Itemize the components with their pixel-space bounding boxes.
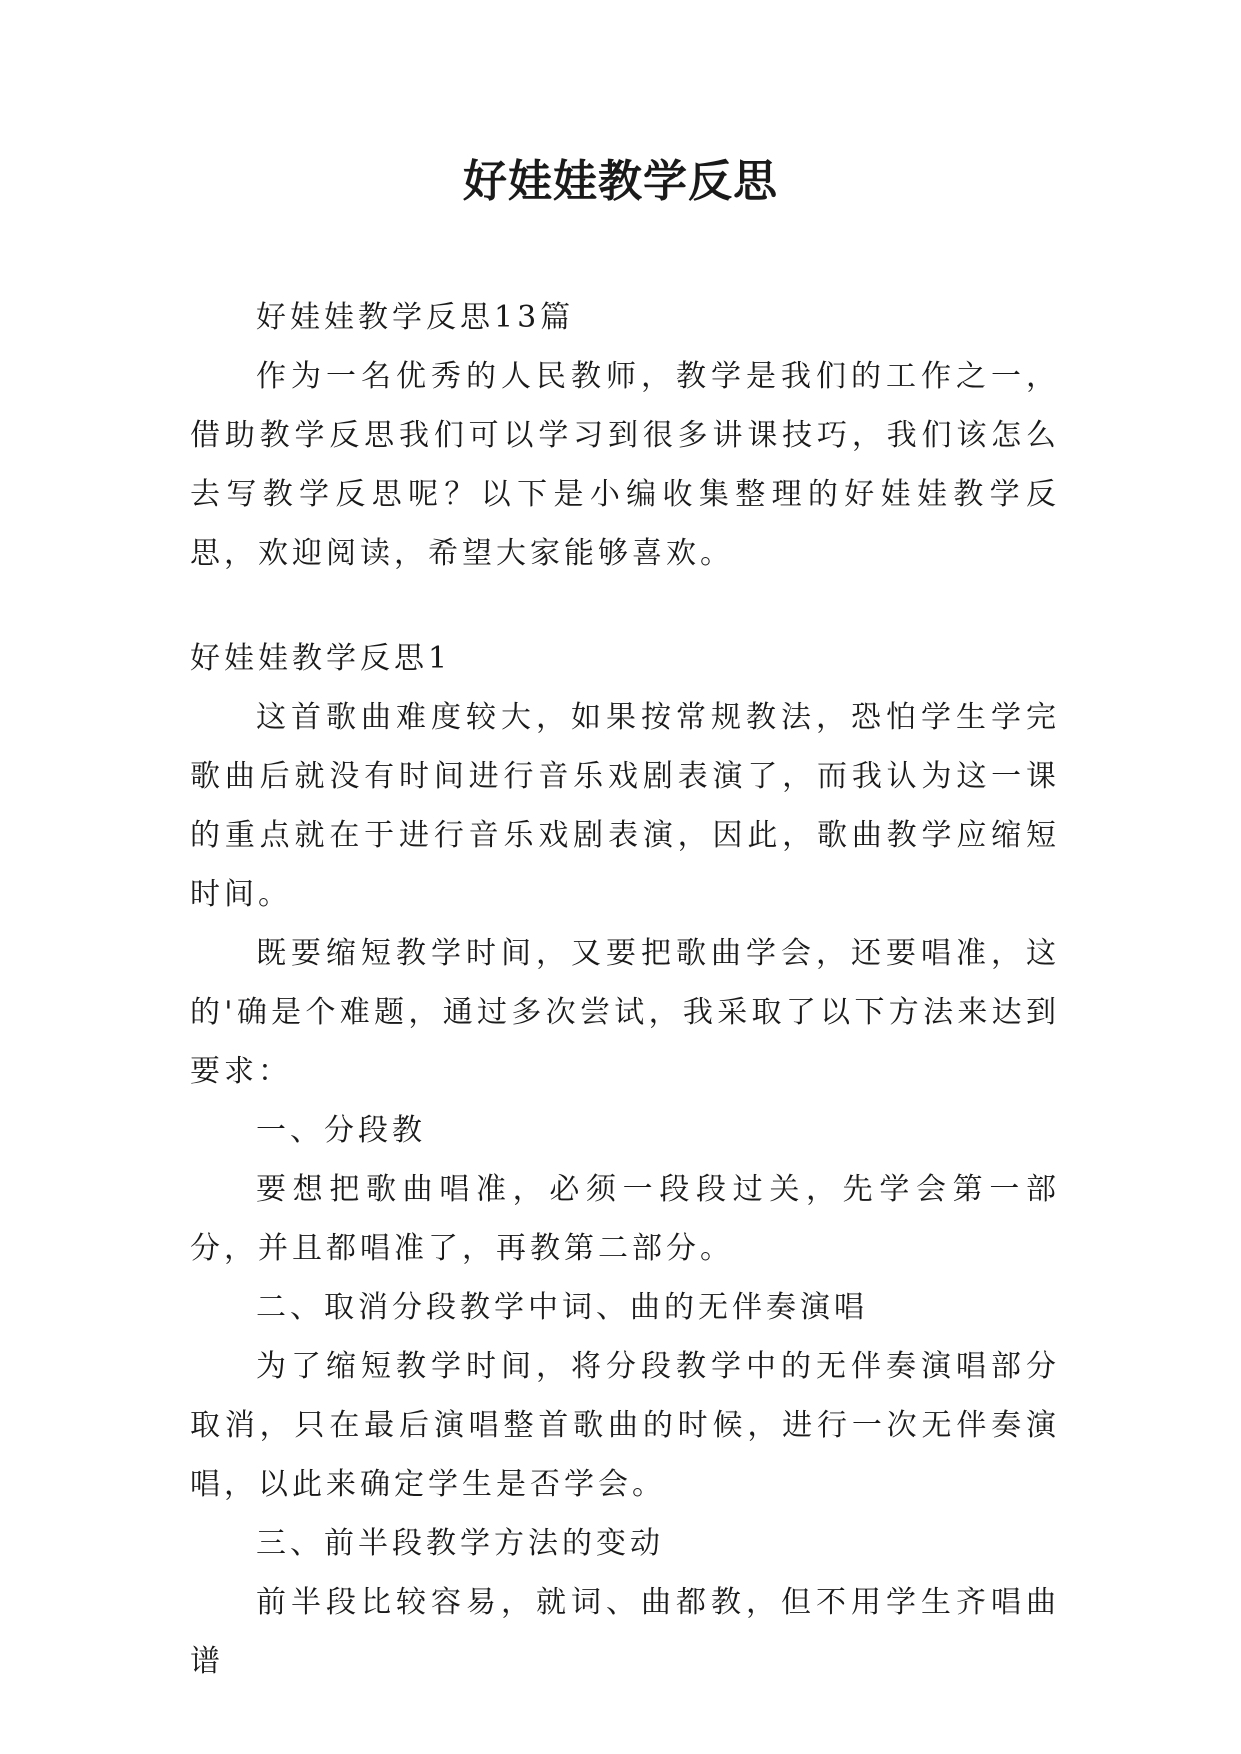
body-paragraph: 要想把歌曲唱准，必须一段段过关，先学会第一部分，并且都唱准了，再教第二部分。 bbox=[190, 1172, 1060, 1266]
body-paragraph: 既要缩短教学时间，又要把歌曲学会，还要唱准，这的'确是个难题，通过多次尝试，我采取了以下方法来达到要求： bbox=[190, 936, 1060, 1089]
body-paragraph: 这首歌曲难度较大，如果按常规教法，恐怕学生学完歌曲后就没有时间进行音乐戏剧表演了，而我认为这一课的重点就在于进行音乐戏剧表演，因此，歌曲教学应缩短时间。 bbox=[190, 700, 1060, 912]
section-heading: 好娃娃教学反思1 bbox=[190, 641, 452, 676]
list-heading: 一、分段教 bbox=[256, 1113, 426, 1148]
list-heading: 二、取消分段教学中词、曲的无伴奏演唱 bbox=[256, 1290, 868, 1325]
document-title: 好娃娃教学反思 bbox=[463, 156, 778, 207]
body-paragraph: 前半段比较容易，就词、曲都教，但不用学生齐唱曲谱 bbox=[190, 1585, 1060, 1679]
subtitle-paragraph: 好娃娃教学反思13篇 bbox=[256, 300, 575, 335]
paragraph-gap bbox=[190, 583, 1060, 629]
intro-paragraph: 作为一名优秀的人民教师，教学是我们的工作之一，借助教学反思我们可以学习到很多讲课技巧，我们该怎么去写教学反思呢？以下是小编收集整理的好娃娃教学反思，欢迎阅读，希望大家能够喜欢。 bbox=[190, 359, 1060, 571]
document-body bbox=[190, 288, 1060, 1691]
body-paragraph: 为了缩短教学时间，将分段教学中的无伴奏演唱部分取消，只在最后演唱整首歌曲的时候，进行一次无伴奏演唱，以此来确定学生是否学会。 bbox=[190, 1349, 1060, 1502]
list-heading: 三、前半段教学方法的变动 bbox=[256, 1526, 664, 1561]
